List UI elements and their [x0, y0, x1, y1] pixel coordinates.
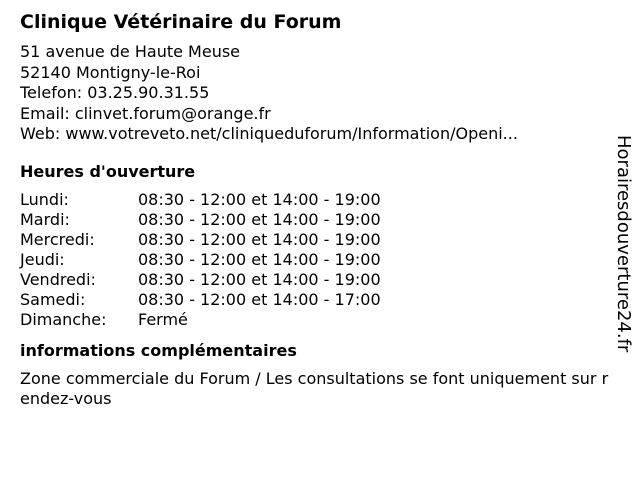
day-label: Dimanche: [20, 309, 107, 329]
time-range: 08:30 - 12:00 et 14:00 - 19:00 [138, 209, 381, 229]
opening-hours-card [20, 9, 612, 410]
day-label: Lundi: [20, 189, 69, 209]
email-line: Email: clinvet.forum@orange.fr [20, 103, 271, 123]
time-range: 08:30 - 12:00 et 14:00 - 19:00 [138, 229, 381, 249]
clinic-name: Clinique Vétérinaire du Forum [20, 11, 342, 33]
hours-row-friday [20, 270, 612, 290]
day-label: Vendredi: [20, 269, 96, 289]
phone-line: Telefon: 03.25.90.31.55 [20, 83, 210, 102]
hours-row-wednesday [20, 230, 612, 250]
time-range: 08:30 - 12:00 et 14:00 - 17:00 [138, 289, 381, 309]
info-text: Zone commerciale du Forum / Les consultations se font uniquement sur rendez-vous [20, 368, 609, 408]
postal-city: 52140 Montigny-le-Roi [20, 62, 201, 82]
time-range: 08:30 - 12:00 et 14:00 - 19:00 [138, 249, 381, 269]
hours-row-saturday [20, 290, 612, 310]
day-label: Jeudi: [20, 249, 65, 269]
hours-row-sunday [20, 310, 612, 330]
hours-title: Heures d'ouverture [20, 161, 196, 181]
hours-row-monday [20, 190, 612, 210]
hours-table [20, 190, 612, 330]
day-label: Mardi: [20, 209, 70, 229]
day-label: Samedi: [20, 289, 86, 309]
address-block [20, 42, 612, 145]
brand-watermark [612, 135, 636, 353]
hours-row-thursday [20, 250, 612, 270]
web-line: Web: www.votreveto.net/cliniqueduforum/Information/Openi... [20, 124, 518, 143]
day-label: Mercredi: [20, 229, 95, 249]
info-title: informations complémentaires [20, 340, 297, 360]
time-range: 08:30 - 12:00 et 14:00 - 19:00 [138, 269, 381, 289]
time-range: Fermé [138, 309, 188, 329]
time-range: 08:30 - 12:00 et 14:00 - 19:00 [138, 189, 381, 209]
street-address: 51 avenue de Haute Meuse [20, 42, 241, 61]
brand-text: Horairesdouverture24.fr [613, 135, 634, 353]
hours-row-tuesday [20, 210, 612, 230]
